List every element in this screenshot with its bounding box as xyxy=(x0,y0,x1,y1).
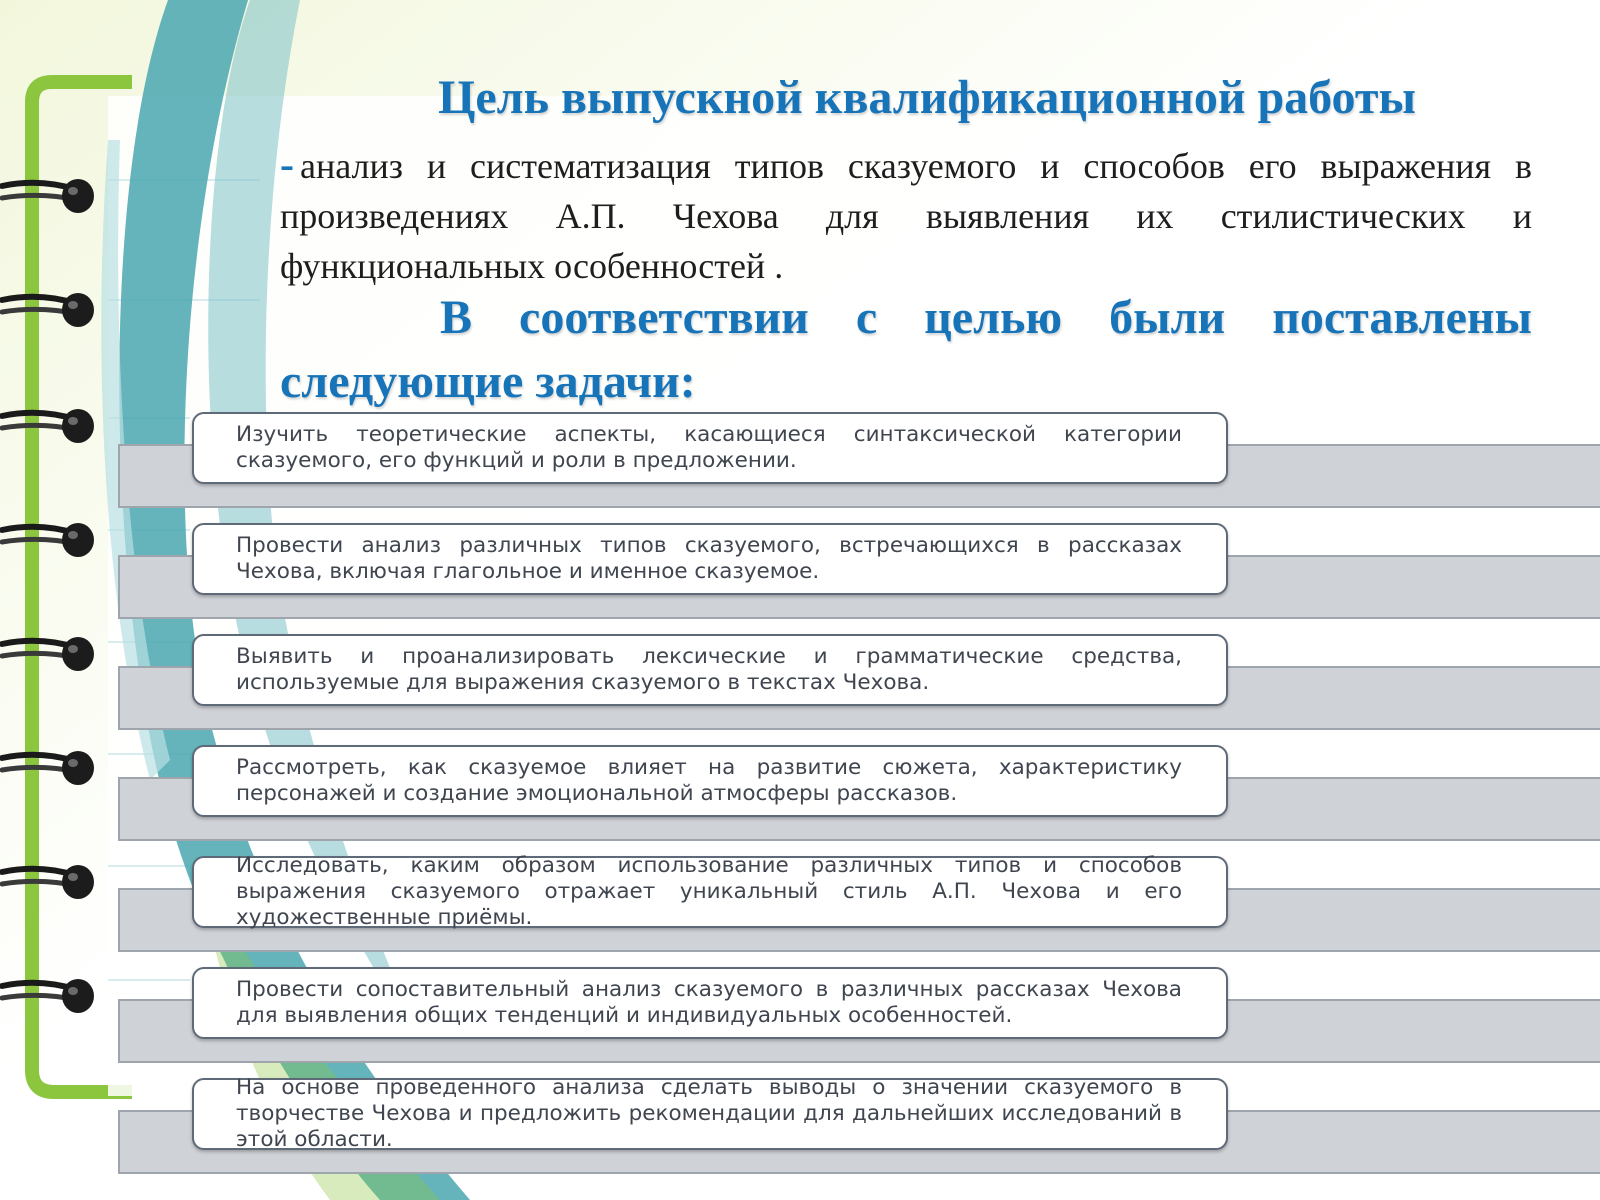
task-item xyxy=(118,523,1600,621)
task-box xyxy=(192,412,1228,484)
goal-text: анализ и систематизация типов сказуемого и способов его выражения в произведениях А.П. Чехова для выявления их стилистических и функциональных особенностей . xyxy=(280,146,1532,286)
task-text: Изучить теоретические аспекты, касающиеся синтаксической категории сказуемого, его функций и роли в предложении. xyxy=(236,422,1182,473)
task-item xyxy=(118,745,1600,843)
task-item xyxy=(118,853,1600,954)
task-item xyxy=(118,967,1600,1065)
task-item xyxy=(118,634,1600,732)
task-text: Выявить и проанализировать лексические и грамматические средства, используемые для выражения сказуемого в текстах Чехова. xyxy=(236,644,1182,695)
goal-dash: - xyxy=(280,142,294,188)
task-box xyxy=(192,853,1228,930)
task-box xyxy=(192,967,1228,1039)
task-text: Провести анализ различных типов сказуемого, встречающихся в рассказах Чехова, включая глагольное и именное сказуемое. xyxy=(236,533,1182,584)
task-item xyxy=(118,1075,1600,1176)
task-text: Провести сопоставительный анализ сказуемого в различных рассказах Чехова для выявления общих тенденций и индивидуальных особенностей. xyxy=(236,977,1182,1028)
slide-title: Цель выпускной квалификационной работы xyxy=(438,71,1416,124)
task-text: На основе проведенного анализа сделать выводы о значении сказуемого в творчестве Чехова и предложить рекомендации для дальнейших исследований в этой области. xyxy=(236,1075,1182,1152)
task-box xyxy=(192,745,1228,817)
tasks-heading: В соответствии с целью были поставлены следующие задачи: xyxy=(280,291,1532,408)
task-item xyxy=(118,412,1600,510)
task-box xyxy=(192,523,1228,595)
task-box xyxy=(192,1075,1228,1152)
task-box xyxy=(192,634,1228,706)
task-text: Исследовать, каким образом использование различных типов и способов выражения сказуемого отражает уникальный стиль А.П. Чехова и его художественные приёмы. xyxy=(236,853,1182,930)
task-text: Рассмотреть, как сказуемое влияет на развитие сюжета, характеристику персонажей и создание эмоциональной атмосферы рассказов. xyxy=(236,755,1182,806)
